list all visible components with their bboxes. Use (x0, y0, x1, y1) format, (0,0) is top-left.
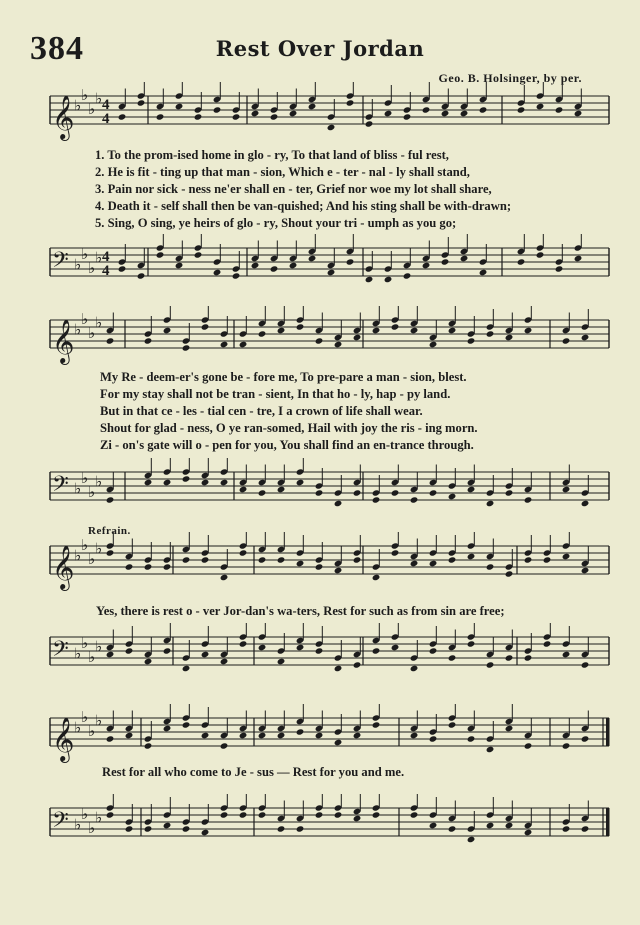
note-head (137, 99, 146, 106)
note-head (277, 825, 286, 832)
note-head (201, 479, 210, 486)
flat-icon: ♭ (88, 819, 96, 837)
note-head (334, 341, 343, 348)
flat-icon: ♭ (95, 89, 103, 108)
note-head (277, 556, 286, 563)
staff-system-2-treble (0, 306, 640, 366)
note-head (232, 272, 241, 279)
lyric-line: For my stay shall not be tran - sient, In that ho - ly, hap - py land. (100, 387, 451, 401)
note-head (175, 262, 184, 269)
note-head (239, 811, 248, 818)
note-head (581, 661, 590, 668)
note-head (562, 486, 571, 493)
note-head (372, 496, 381, 503)
note-head (125, 563, 134, 570)
note-head (163, 479, 172, 486)
note-head (232, 113, 241, 120)
note-head (429, 341, 438, 348)
note-head (543, 556, 552, 563)
flat-icon: ♭ (88, 259, 96, 277)
note-head (543, 640, 552, 647)
note-head (182, 344, 191, 351)
note-head (365, 276, 374, 283)
note-head (460, 110, 469, 117)
note-head (460, 255, 469, 262)
note-head (258, 644, 267, 651)
note-head (505, 822, 514, 829)
note-head (467, 640, 476, 647)
note-head (555, 106, 564, 113)
staff-system-4-bass (0, 794, 640, 854)
note-head (106, 811, 115, 818)
note-head (175, 103, 184, 110)
note-head (201, 732, 210, 739)
note-head (201, 323, 210, 330)
note-head (296, 560, 305, 567)
note-head (137, 272, 146, 279)
note-head (486, 330, 495, 337)
note-head (410, 665, 419, 672)
note-head (346, 99, 355, 106)
final-barline (606, 808, 610, 836)
note-head (524, 829, 533, 836)
note-head (315, 647, 324, 654)
note-head (581, 735, 590, 742)
note-head (391, 489, 400, 496)
flat-icon: ♭ (95, 248, 103, 267)
note-head (429, 560, 438, 567)
note-head (410, 496, 419, 503)
note-head (429, 647, 438, 654)
note-head (258, 330, 267, 337)
note-head (479, 106, 488, 113)
note-head (372, 574, 381, 581)
treble-clef-icon: 𝄞 (52, 545, 75, 589)
note-head (277, 658, 286, 665)
note-head (106, 496, 115, 503)
note-head (524, 556, 533, 563)
note-head (524, 654, 533, 661)
note-head (562, 742, 571, 749)
note-head (384, 110, 393, 117)
note-head (163, 563, 172, 570)
note-head (372, 647, 381, 654)
note-head (251, 110, 260, 117)
note-head (289, 262, 298, 269)
lyric-line: 2. He is fit - ting up that man - sion, Which e - ter - nal - ly shall stand, (95, 165, 470, 179)
flat-icon: ♭ (74, 815, 82, 834)
flat-icon: ♭ (95, 711, 103, 730)
note-head (505, 654, 514, 661)
flat-icon: ♭ (88, 648, 96, 666)
note-head (239, 640, 248, 647)
composer-credit: Geo. B. Holsinger, by per. (438, 71, 582, 85)
note-head (517, 106, 526, 113)
note-head (201, 556, 210, 563)
note-head (505, 570, 514, 577)
note-head (353, 732, 362, 739)
note-head (353, 334, 362, 341)
note-head (574, 255, 583, 262)
flat-icon: ♭ (88, 324, 96, 342)
note-head (555, 265, 564, 272)
note-head (327, 124, 336, 131)
note-head (239, 549, 248, 556)
note-head (372, 721, 381, 728)
note-head (270, 265, 279, 272)
note-head (163, 647, 172, 654)
note-head (213, 269, 222, 276)
flat-icon: ♭ (95, 539, 103, 558)
note-head (163, 327, 172, 334)
note-head (201, 651, 210, 658)
note-head (422, 106, 431, 113)
page-number: 384 (30, 30, 84, 67)
note-head (410, 327, 419, 334)
note-head (334, 567, 343, 574)
note-head (448, 721, 457, 728)
note-head (353, 661, 362, 668)
lyric-line: 1. To the prom-ised home in glo - ry, To that land of bliss - ful rest, (95, 148, 449, 162)
note-head (327, 269, 336, 276)
note-head (581, 825, 590, 832)
note-head (403, 272, 412, 279)
lyric-line: 4. Death it - self shall then be van-quished; And his sting shall be with-drawn; (95, 199, 512, 213)
note-head (448, 327, 457, 334)
note-head (536, 251, 545, 258)
note-head (448, 654, 457, 661)
note-head (410, 560, 419, 567)
flat-icon: ♭ (74, 546, 82, 565)
flat-icon: ♭ (95, 808, 103, 827)
note-head (334, 739, 343, 746)
note-head (277, 732, 286, 739)
note-head (505, 489, 514, 496)
refrain-label: Refrain. (88, 525, 131, 537)
bass-clef-icon: 𝄢 (52, 472, 69, 502)
note-head (562, 337, 571, 344)
note-head (574, 110, 583, 117)
flat-icon: ♭ (81, 536, 89, 554)
note-head (182, 556, 191, 563)
staff-system-3-treble (0, 532, 640, 592)
lyric-line: 3. Pain nor sick - ness ne'er shall en - ter, Grief nor woe my lot shall share, (95, 182, 492, 196)
note-head (239, 486, 248, 493)
note-head (467, 337, 476, 344)
hymn-title: Rest Over Jordan (215, 36, 425, 61)
note-head (403, 113, 412, 120)
note-head (486, 661, 495, 668)
time-signature: 4 (102, 249, 110, 265)
lyric-line: My Re - deem-er's gone be - fore me, To pre-pare a man - sion, blest. (100, 370, 467, 384)
note-head (144, 825, 153, 832)
note-head (391, 549, 400, 556)
flat-icon: ♭ (88, 483, 96, 501)
note-head (144, 337, 153, 344)
note-head (258, 489, 267, 496)
note-head (106, 651, 115, 658)
note-head (315, 337, 324, 344)
note-head (220, 341, 229, 348)
note-head (118, 265, 127, 272)
flat-icon: ♭ (81, 86, 89, 104)
note-head (334, 500, 343, 507)
treble-clef-icon: 𝄞 (52, 319, 75, 363)
note-head (220, 742, 229, 749)
note-head (524, 496, 533, 503)
note-head (562, 553, 571, 560)
note-head (277, 486, 286, 493)
flat-icon: ♭ (95, 472, 103, 491)
lyric-line: But in that ce - les - tial cen - tre, I a crown of life shall wear. (100, 404, 423, 418)
flat-icon: ♭ (74, 644, 82, 663)
note-head (182, 475, 191, 482)
note-head (125, 825, 134, 832)
note-head (486, 746, 495, 753)
note-head (448, 825, 457, 832)
flat-icon: ♭ (81, 310, 89, 328)
note-head (220, 479, 229, 486)
note-head (144, 742, 153, 749)
bass-clef-icon: 𝄢 (52, 248, 69, 278)
note-head (144, 658, 153, 665)
note-head (106, 337, 115, 344)
flat-icon: ♭ (81, 245, 89, 263)
note-head (334, 811, 343, 818)
note-head (289, 110, 298, 117)
flat-icon: ♭ (88, 722, 96, 740)
note-head (467, 836, 476, 843)
note-head (536, 103, 545, 110)
staff-system-3-bass (0, 623, 640, 683)
note-head (277, 327, 286, 334)
note-head (315, 563, 324, 570)
flat-icon: ♭ (81, 469, 89, 487)
note-head (315, 732, 324, 739)
note-head (296, 728, 305, 735)
note-head (346, 258, 355, 265)
note-head (448, 556, 457, 563)
note-head (118, 113, 127, 120)
note-head (163, 725, 172, 732)
note-head (182, 721, 191, 728)
note-head (581, 567, 590, 574)
note-head (562, 825, 571, 832)
note-head (581, 500, 590, 507)
note-head (258, 732, 267, 739)
note-head (448, 493, 457, 500)
refrain-lyrics-line-1: Yes, there is rest o - ver Jor-dan's wa-ters, Rest for such as from sin are free; (96, 604, 505, 618)
staff-system-1-treble (0, 82, 640, 142)
flat-icon: ♭ (74, 718, 82, 737)
flat-icon: ♭ (95, 637, 103, 656)
note-head (156, 113, 165, 120)
note-head (353, 489, 362, 496)
note-head (486, 500, 495, 507)
refrain-lyrics-line-2: Rest for all who come to Je - sus — Rest for you and me. (102, 765, 405, 779)
note-head (182, 665, 191, 672)
time-signature: 4 (102, 97, 110, 113)
lyric-line: 5. Sing, O sing, ye heirs of glo - ry, Shout your tri - umph as you go; (95, 216, 457, 230)
note-head (505, 725, 514, 732)
note-head (467, 486, 476, 493)
flat-icon: ♭ (81, 708, 89, 726)
note-head (156, 251, 165, 258)
note-head (201, 829, 210, 836)
note-head (391, 644, 400, 651)
note-head (441, 110, 450, 117)
staff-system-2-bass (0, 458, 640, 518)
time-signature: 4 (102, 111, 110, 127)
note-head (486, 563, 495, 570)
note-head (441, 258, 450, 265)
note-head (410, 732, 419, 739)
note-head (429, 489, 438, 496)
treble-clef-icon: 𝄞 (52, 95, 75, 139)
lyric-line: Shout for glad - ness, O ye ran-somed, Hail with joy the ris - ing morn. (100, 421, 478, 435)
note-head (486, 822, 495, 829)
note-head (308, 103, 317, 110)
note-head (524, 742, 533, 749)
bass-clef-icon: 𝄢 (52, 637, 69, 667)
note-head (194, 113, 203, 120)
note-head (182, 825, 191, 832)
note-head (505, 334, 514, 341)
flat-icon: ♭ (74, 320, 82, 339)
note-head (239, 732, 248, 739)
flat-icon: ♭ (88, 100, 96, 118)
note-head (315, 811, 324, 818)
note-head (524, 327, 533, 334)
note-head (220, 811, 229, 818)
note-head (334, 665, 343, 672)
note-head (213, 106, 222, 113)
note-head (315, 489, 324, 496)
note-head (479, 269, 488, 276)
note-head (270, 113, 279, 120)
final-barline (606, 718, 610, 746)
note-head (251, 262, 260, 269)
note-head (353, 815, 362, 822)
note-head (296, 323, 305, 330)
note-head (372, 811, 381, 818)
staff-system-1-bass (0, 234, 640, 294)
note-head (125, 732, 134, 739)
note-head (144, 563, 153, 570)
note-head (258, 811, 267, 818)
lyric-line: Zi - on's gate will o - pen for you, You shall find an en-trance through. (100, 438, 474, 452)
flat-icon: ♭ (74, 255, 82, 274)
note-head (125, 647, 134, 654)
note-head (144, 479, 153, 486)
flat-icon: ♭ (81, 805, 89, 823)
note-head (239, 341, 248, 348)
note-head (194, 251, 203, 258)
staff-system-4-treble (0, 704, 640, 764)
note-head (296, 825, 305, 832)
note-head (220, 574, 229, 581)
flat-icon: ♭ (95, 313, 103, 332)
note-head (353, 556, 362, 563)
note-head (220, 658, 229, 665)
note-head (467, 553, 476, 560)
note-head (391, 323, 400, 330)
note-head (410, 811, 419, 818)
flat-icon: ♭ (88, 550, 96, 568)
note-head (372, 327, 381, 334)
note-head (562, 651, 571, 658)
note-head (365, 120, 374, 127)
note-head (384, 276, 393, 283)
note-head (517, 258, 526, 265)
note-head (163, 822, 172, 829)
flat-icon: ♭ (74, 479, 82, 498)
flat-icon: ♭ (81, 634, 89, 652)
note-head (581, 334, 590, 341)
note-head (467, 735, 476, 742)
note-head (106, 735, 115, 742)
time-signature: 4 (102, 263, 110, 279)
flat-icon: ♭ (74, 96, 82, 115)
note-head (308, 255, 317, 262)
note-head (296, 479, 305, 486)
bass-clef-icon: 𝄢 (52, 808, 69, 838)
note-head (422, 262, 431, 269)
note-head (106, 549, 115, 556)
note-head (296, 644, 305, 651)
treble-clef-icon: 𝄞 (52, 717, 75, 761)
note-head (258, 556, 267, 563)
note-head (429, 822, 438, 829)
note-head (429, 735, 438, 742)
